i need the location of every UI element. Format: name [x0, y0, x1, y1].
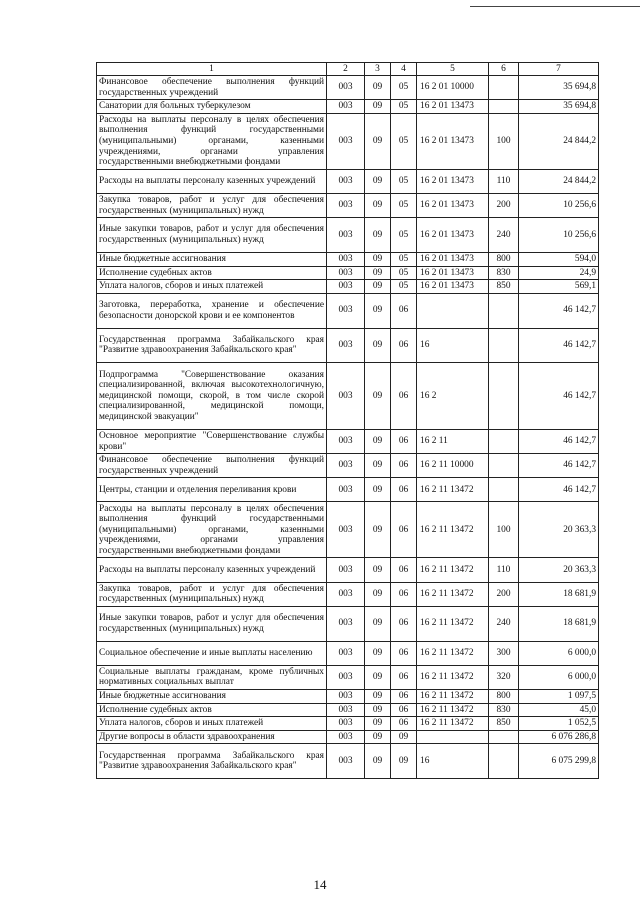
table-row: [97, 429, 599, 453]
row-ved-cell: 003: [327, 293, 365, 328]
row-amount-cell: 24,9: [519, 266, 599, 280]
row-name-cell: Расходы на выплаты персоналу в целях обеспечения выполнения функций государственными (муниципальными) органами, казенными учреждениями, органами управления государственными внебюджетными фондами: [97, 113, 327, 169]
row-csr-cell: 16 2 01 13473: [417, 218, 489, 253]
row-amount-cell: 35 694,8: [519, 76, 599, 100]
row-rz-cell: 09: [365, 76, 391, 100]
row-vr-cell: [489, 744, 519, 779]
row-rz-cell: 09: [365, 744, 391, 779]
row-pr-cell: 05: [391, 76, 417, 100]
row-csr-cell: 16 2: [417, 363, 489, 430]
row-vr-cell: [489, 429, 519, 453]
row-csr-cell: 16 2 01 13473: [417, 252, 489, 266]
row-rz-cell: 09: [365, 280, 391, 294]
row-pr-cell: 05: [391, 218, 417, 253]
budget-table-sheet: [96, 62, 598, 779]
row-ved-cell: 003: [327, 703, 365, 717]
row-name-cell: Закупка товаров, работ и услуг для обеспечения государственных (муниципальных) нужд: [97, 193, 327, 217]
row-amount-cell: 46 142,7: [519, 293, 599, 328]
row-pr-cell: 06: [391, 293, 417, 328]
row-vr-cell: 320: [489, 665, 519, 689]
row-rz-cell: 09: [365, 641, 391, 665]
row-pr-cell: 09: [391, 730, 417, 744]
row-amount-cell: 24 844,2: [519, 169, 599, 193]
row-rz-cell: 09: [365, 429, 391, 453]
row-csr-cell: 16 2 11 13472: [417, 558, 489, 582]
row-name-cell: Иные бюджетные ассигнования: [97, 252, 327, 266]
row-rz-cell: 09: [365, 502, 391, 558]
row-rz-cell: 09: [365, 582, 391, 606]
row-vr-cell: 100: [489, 113, 519, 169]
row-pr-cell: 05: [391, 252, 417, 266]
row-amount-cell: 46 142,7: [519, 478, 599, 502]
row-rz-cell: 09: [365, 606, 391, 641]
table-row: [97, 665, 599, 689]
row-amount-cell: 6 076 286,8: [519, 730, 599, 744]
row-pr-cell: 05: [391, 280, 417, 294]
row-rz-cell: 09: [365, 730, 391, 744]
row-pr-cell: 06: [391, 690, 417, 704]
row-rz-cell: 09: [365, 193, 391, 217]
row-csr-cell: 16 2 11 13472: [417, 502, 489, 558]
row-vr-cell: [489, 293, 519, 328]
row-csr-cell: [417, 730, 489, 744]
row-csr-cell: 16 2 11 13472: [417, 478, 489, 502]
row-csr-cell: 16 2 01 13473: [417, 193, 489, 217]
row-amount-cell: 20 363,3: [519, 558, 599, 582]
row-csr-cell: 16 2 11 13472: [417, 690, 489, 704]
row-csr-cell: 16 2 01 13473: [417, 100, 489, 114]
row-name-cell: Расходы на выплаты персоналу в целях обеспечения выполнения функций государственными (муниципальными) органами, казенными учреждениями, органами управления государственными внебюджетными фондами: [97, 502, 327, 558]
row-rz-cell: 09: [365, 558, 391, 582]
table-row: [97, 558, 599, 582]
table-row: [97, 280, 599, 294]
table-row: [97, 113, 599, 169]
row-ved-cell: 003: [327, 582, 365, 606]
table-row: [97, 502, 599, 558]
row-name-cell: Санатории для больных туберкулезом: [97, 100, 327, 114]
row-ved-cell: 003: [327, 665, 365, 689]
row-ved-cell: 003: [327, 454, 365, 478]
row-rz-cell: 09: [365, 363, 391, 430]
row-ved-cell: 003: [327, 266, 365, 280]
row-amount-cell: 594,0: [519, 252, 599, 266]
row-pr-cell: 06: [391, 717, 417, 731]
row-pr-cell: 06: [391, 454, 417, 478]
row-vr-cell: 110: [489, 558, 519, 582]
row-pr-cell: 06: [391, 328, 417, 363]
table-row: [97, 363, 599, 430]
row-csr-cell: [417, 293, 489, 328]
row-amount-cell: 46 142,7: [519, 328, 599, 363]
table-header-row: [97, 63, 599, 76]
top-rule: [470, 6, 640, 7]
row-csr-cell: 16 2 11 13472: [417, 582, 489, 606]
row-pr-cell: 06: [391, 363, 417, 430]
row-vr-cell: 240: [489, 606, 519, 641]
row-name-cell: Расходы на выплаты персоналу казенных учреждений: [97, 169, 327, 193]
row-name-cell: Основное мероприятие "Совершенствование службы крови": [97, 429, 327, 453]
row-amount-cell: 24 844,2: [519, 113, 599, 169]
row-name-cell: Исполнение судебных актов: [97, 703, 327, 717]
row-amount-cell: 18 681,9: [519, 606, 599, 641]
row-name-cell: Заготовка, переработка, хранение и обеспечение безопасности донорской крови и ее компонентов: [97, 293, 327, 328]
row-name-cell: Закупка товаров, работ и услуг для обеспечения государственных (муниципальных) нужд: [97, 582, 327, 606]
row-pr-cell: 05: [391, 266, 417, 280]
row-vr-cell: [489, 478, 519, 502]
row-pr-cell: 06: [391, 502, 417, 558]
row-rz-cell: 09: [365, 100, 391, 114]
row-vr-cell: [489, 328, 519, 363]
table-row: [97, 454, 599, 478]
row-vr-cell: [489, 454, 519, 478]
row-vr-cell: 850: [489, 717, 519, 731]
row-ved-cell: 003: [327, 478, 365, 502]
row-amount-cell: 46 142,7: [519, 363, 599, 430]
row-ved-cell: 003: [327, 252, 365, 266]
row-pr-cell: 06: [391, 665, 417, 689]
row-ved-cell: 003: [327, 641, 365, 665]
header-cell: 2: [327, 63, 365, 76]
page-number: 14: [313, 877, 327, 892]
row-name-cell: Уплата налогов, сборов и иных платежей: [97, 280, 327, 294]
row-pr-cell: 05: [391, 193, 417, 217]
row-csr-cell: 16 2 11 13472: [417, 717, 489, 731]
row-name-cell: Финансовое обеспечение выполнения функций государственных учреждений: [97, 454, 327, 478]
row-ved-cell: 003: [327, 502, 365, 558]
row-amount-cell: 569,1: [519, 280, 599, 294]
row-csr-cell: 16 2 01 10000: [417, 76, 489, 100]
table-row: [97, 730, 599, 744]
row-csr-cell: 16 2 11 13472: [417, 665, 489, 689]
row-amount-cell: 46 142,7: [519, 454, 599, 478]
row-name-cell: Центры, станции и отделения переливания крови: [97, 478, 327, 502]
row-rz-cell: 09: [365, 252, 391, 266]
row-ved-cell: 003: [327, 193, 365, 217]
row-name-cell: Государственная программа Забайкальского края "Развитие здравоохранения Забайкальского края": [97, 328, 327, 363]
row-pr-cell: 06: [391, 606, 417, 641]
row-vr-cell: [489, 100, 519, 114]
row-ved-cell: 003: [327, 363, 365, 430]
row-name-cell: Подпрограмма "Совершенствование оказания специализированной, включая высокотехнологичную, медицинской помощи, скорой, в том числе скорой специализированной, медицинской помощи, медицинской эвакуации": [97, 363, 327, 430]
row-ved-cell: 003: [327, 730, 365, 744]
row-pr-cell: 06: [391, 641, 417, 665]
row-name-cell: Государственная программа Забайкальского края "Развитие здравоохранения Забайкальского края": [97, 744, 327, 779]
row-name-cell: Расходы на выплаты персоналу казенных учреждений: [97, 558, 327, 582]
row-rz-cell: 09: [365, 293, 391, 328]
row-csr-cell: 16 2 01 13473: [417, 266, 489, 280]
header-cell: 4: [391, 63, 417, 76]
table-row: [97, 690, 599, 704]
table-row: [97, 744, 599, 779]
row-csr-cell: 16 2 01 13473: [417, 169, 489, 193]
row-csr-cell: 16 2 11 10000: [417, 454, 489, 478]
row-name-cell: Социальное обеспечение и иные выплаты населению: [97, 641, 327, 665]
row-pr-cell: 06: [391, 582, 417, 606]
row-pr-cell: 05: [391, 100, 417, 114]
table-row: [97, 582, 599, 606]
row-ved-cell: 003: [327, 558, 365, 582]
row-amount-cell: 1 097,5: [519, 690, 599, 704]
table-row: [97, 703, 599, 717]
row-name-cell: Финансовое обеспечение выполнения функций государственных учреждений: [97, 76, 327, 100]
row-rz-cell: 09: [365, 665, 391, 689]
row-name-cell: Социальные выплаты гражданам, кроме публичных нормативных социальных выплат: [97, 665, 327, 689]
row-rz-cell: 09: [365, 113, 391, 169]
row-pr-cell: 06: [391, 478, 417, 502]
row-vr-cell: 200: [489, 582, 519, 606]
table-row: [97, 606, 599, 641]
row-ved-cell: 003: [327, 169, 365, 193]
row-vr-cell: 300: [489, 641, 519, 665]
table-row: [97, 193, 599, 217]
row-name-cell: Исполнение судебных актов: [97, 266, 327, 280]
table-row: [97, 328, 599, 363]
row-amount-cell: 6 075 299,8: [519, 744, 599, 779]
row-amount-cell: 10 256,6: [519, 218, 599, 253]
row-name-cell: Уплата налогов, сборов и иных платежей: [97, 717, 327, 731]
row-vr-cell: 800: [489, 252, 519, 266]
row-rz-cell: 09: [365, 478, 391, 502]
row-csr-cell: 16: [417, 328, 489, 363]
row-ved-cell: 003: [327, 606, 365, 641]
row-ved-cell: 003: [327, 76, 365, 100]
row-vr-cell: 830: [489, 266, 519, 280]
header-cell: 3: [365, 63, 391, 76]
row-csr-cell: 16 2 11 13472: [417, 641, 489, 665]
row-amount-cell: 6 000,0: [519, 665, 599, 689]
row-vr-cell: 830: [489, 703, 519, 717]
row-vr-cell: [489, 730, 519, 744]
row-ved-cell: 003: [327, 280, 365, 294]
row-amount-cell: 46 142,7: [519, 429, 599, 453]
row-ved-cell: 003: [327, 744, 365, 779]
row-amount-cell: 6 000,0: [519, 641, 599, 665]
table-row: [97, 266, 599, 280]
row-pr-cell: 06: [391, 703, 417, 717]
header-cell: 6: [489, 63, 519, 76]
header-cell: 5: [417, 63, 489, 76]
row-vr-cell: 100: [489, 502, 519, 558]
row-amount-cell: 35 694,8: [519, 100, 599, 114]
row-rz-cell: 09: [365, 703, 391, 717]
row-pr-cell: 05: [391, 113, 417, 169]
table-row: [97, 100, 599, 114]
row-rz-cell: 09: [365, 266, 391, 280]
row-ved-cell: 003: [327, 690, 365, 704]
row-rz-cell: 09: [365, 169, 391, 193]
row-vr-cell: 110: [489, 169, 519, 193]
table-row: [97, 76, 599, 100]
row-pr-cell: 05: [391, 169, 417, 193]
row-pr-cell: 06: [391, 558, 417, 582]
row-ved-cell: 003: [327, 218, 365, 253]
row-ved-cell: 003: [327, 113, 365, 169]
budget-table: [96, 62, 599, 779]
row-csr-cell: 16 2 11 13472: [417, 703, 489, 717]
row-amount-cell: 1 052,5: [519, 717, 599, 731]
table-row: [97, 252, 599, 266]
row-name-cell: Иные бюджетные ассигнования: [97, 690, 327, 704]
row-csr-cell: 16: [417, 744, 489, 779]
header-cell: 1: [97, 63, 327, 76]
table-row: [97, 717, 599, 731]
row-name-cell: Иные закупки товаров, работ и услуг для обеспечения государственных (муниципальных) нужд: [97, 218, 327, 253]
row-csr-cell: 16 2 01 13473: [417, 280, 489, 294]
row-rz-cell: 09: [365, 717, 391, 731]
row-pr-cell: 06: [391, 429, 417, 453]
row-csr-cell: 16 2 11: [417, 429, 489, 453]
row-vr-cell: 800: [489, 690, 519, 704]
table-row: [97, 478, 599, 502]
row-name-cell: Другие вопросы в области здравоохранения: [97, 730, 327, 744]
table-row: [97, 293, 599, 328]
row-rz-cell: 09: [365, 690, 391, 704]
row-amount-cell: 20 363,3: [519, 502, 599, 558]
row-vr-cell: [489, 76, 519, 100]
row-ved-cell: 003: [327, 328, 365, 363]
row-vr-cell: 240: [489, 218, 519, 253]
table-row: [97, 641, 599, 665]
table-row: [97, 218, 599, 253]
row-ved-cell: 003: [327, 429, 365, 453]
row-rz-cell: 09: [365, 328, 391, 363]
row-ved-cell: 003: [327, 717, 365, 731]
row-vr-cell: 200: [489, 193, 519, 217]
row-name-cell: Иные закупки товаров, работ и услуг для обеспечения государственных (муниципальных) нужд: [97, 606, 327, 641]
row-vr-cell: 850: [489, 280, 519, 294]
table-body: [97, 76, 599, 779]
row-csr-cell: 16 2 01 13473: [417, 113, 489, 169]
header-cell: 7: [519, 63, 599, 76]
row-vr-cell: [489, 363, 519, 430]
row-rz-cell: 09: [365, 454, 391, 478]
table-row: [97, 169, 599, 193]
row-amount-cell: 45,0: [519, 703, 599, 717]
row-rz-cell: 09: [365, 218, 391, 253]
row-pr-cell: 09: [391, 744, 417, 779]
row-amount-cell: 18 681,9: [519, 582, 599, 606]
row-csr-cell: 16 2 11 13472: [417, 606, 489, 641]
row-amount-cell: 10 256,6: [519, 193, 599, 217]
row-ved-cell: 003: [327, 100, 365, 114]
